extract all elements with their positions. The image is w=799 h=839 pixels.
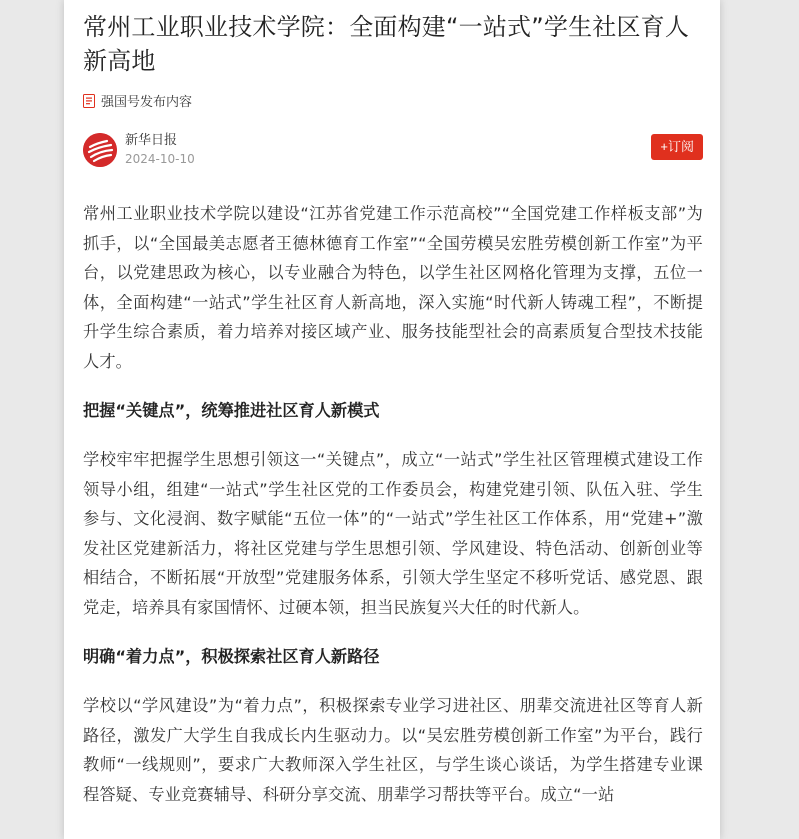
paragraph: 学校以“学风建设”为“着力点”，积极探索专业学习进社区、朋辈交流进社区等育人新路径，激发广大学生自我成长内生驱动力。以“吴宏胜劳模创新工作室”为平台，践行教师“一线规则”，要求广大教师深入学生社区，与学生谈心谈话，为学生搭建专业课程答疑、专业竞赛辅导、科研分享交流、朋辈学习帮扶等平台。成立“一站 (83, 696, 703, 804)
author-meta (125, 133, 195, 167)
paragraph: 常州工业职业技术学院以建设“江苏省党建工作示范高校”“全国党建工作样板支部”为抓手，以“全国最美志愿者王德林德育工作室”“全国劳模吴宏胜劳模创新工作室”为平台，以党建思政为核心，以专业融合为特色，以学生社区网格化管理为支撑，五位一体，全面构建“一站式”学生社区育人新高地，深入实施“时代新人铸魂工程”，不断提升学生综合素质，着力培养对接区域产业、服务技能型社会的高素质复合型技术技能人才。 (83, 204, 703, 371)
xinhua-logo-icon (83, 133, 117, 167)
article-body (83, 199, 703, 809)
author-name[interactable]: 新华日报 (125, 133, 178, 148)
source-label-row (83, 91, 703, 110)
article-page (64, 0, 720, 839)
page-title: 常州工业职业技术学院：全面构建“一站式”学生社区育人新高地 (83, 13, 690, 75)
paragraph: 学校牢牢把握学生思想引领这一“关键点”，成立“一站式”学生社区管理模式建设工作领导小组，组建“一站式”学生社区党的工作委员会，构建党建引领、队伍入驻、学生参与、文化浸润、数字赋能“五位一体”的“一站式”学生社区工作体系，用“党建+”激发社区党建新活力，将社区党建与学生思想引领、学风建设、特色活动、创新创业等相结合，不断拓展“开放型”党建服务体系，引领大学生坚定不移听党话、感党恩、跟党走，培养具有家国情怀、过硬本领，担当民族复兴大任的时代新人。 (83, 450, 703, 617)
source-label: 强国号发布内容 (101, 95, 193, 110)
article-container (83, 0, 703, 829)
section-heading: 明确“着力点”，积极探索社区育人新路径 (83, 647, 380, 666)
document-icon (83, 94, 95, 108)
subscribe-button[interactable]: +订阅 (651, 134, 703, 160)
section-heading: 把握“关键点”，统筹推进社区育人新模式 (83, 401, 380, 420)
publish-date: 2024-10-10 (125, 152, 195, 166)
avatar[interactable] (83, 133, 117, 167)
author-row (83, 133, 703, 167)
